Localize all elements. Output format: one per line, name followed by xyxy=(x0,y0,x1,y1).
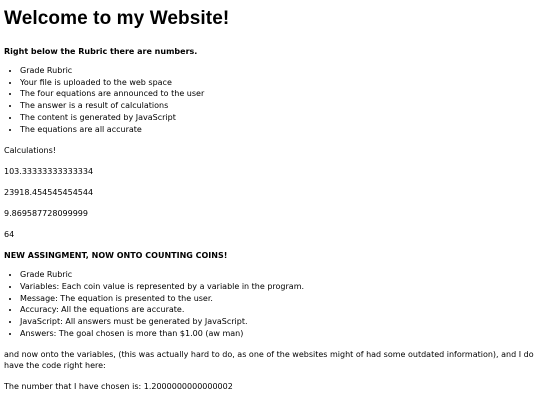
page-heading: Welcome to my Website! xyxy=(4,8,230,29)
list-item: • The answer is a result of calculations xyxy=(20,100,536,112)
intro-text: Right below the Rubric there are numbers. xyxy=(4,47,198,56)
list-item: • The four equations are announced to the user xyxy=(20,88,536,100)
assignment-heading: NEW ASSINGMENT, NOW ONTO COUNTING COINS! xyxy=(4,251,228,261)
result-value: 64 xyxy=(4,230,15,240)
list-item: • JavaScript: All answers must be generated by JavaScript. xyxy=(20,316,536,328)
list-item: • Grade Rubric xyxy=(20,269,536,281)
calculations-label: Calculations! xyxy=(4,146,57,156)
result-value: 103.33333333333334 xyxy=(4,167,94,177)
list-item: • Accuracy: All the equations are accurate. xyxy=(20,304,536,316)
list-item: • The content is generated by JavaScript xyxy=(20,112,536,124)
variables-note: and now onto the variables, (this was actually hard to do, as one of the websites might of had some outdated information), and I do have the code right here: xyxy=(4,350,534,371)
list-item: • Variables: Each coin value is represented by a variable in the program. xyxy=(20,281,536,293)
list-item: • Answers: The goal chosen is more than $1.00 (aw man) xyxy=(20,328,536,340)
list-item: • Grade Rubric xyxy=(20,65,536,77)
list-item: • Your file is uploaded to the web space xyxy=(20,77,536,89)
chosen-number-text: The number that I have chosen is: 1.2000000000000002 xyxy=(4,382,233,392)
result-value: 9.869587728099999 xyxy=(4,209,88,219)
list-item: • The equations are all accurate xyxy=(20,124,536,136)
rubric-list xyxy=(4,65,536,135)
coin-rubric-list xyxy=(4,269,536,339)
result-value: 23918.454545454544 xyxy=(4,188,94,198)
list-item: • Message: The equation is presented to the user. xyxy=(20,293,536,305)
